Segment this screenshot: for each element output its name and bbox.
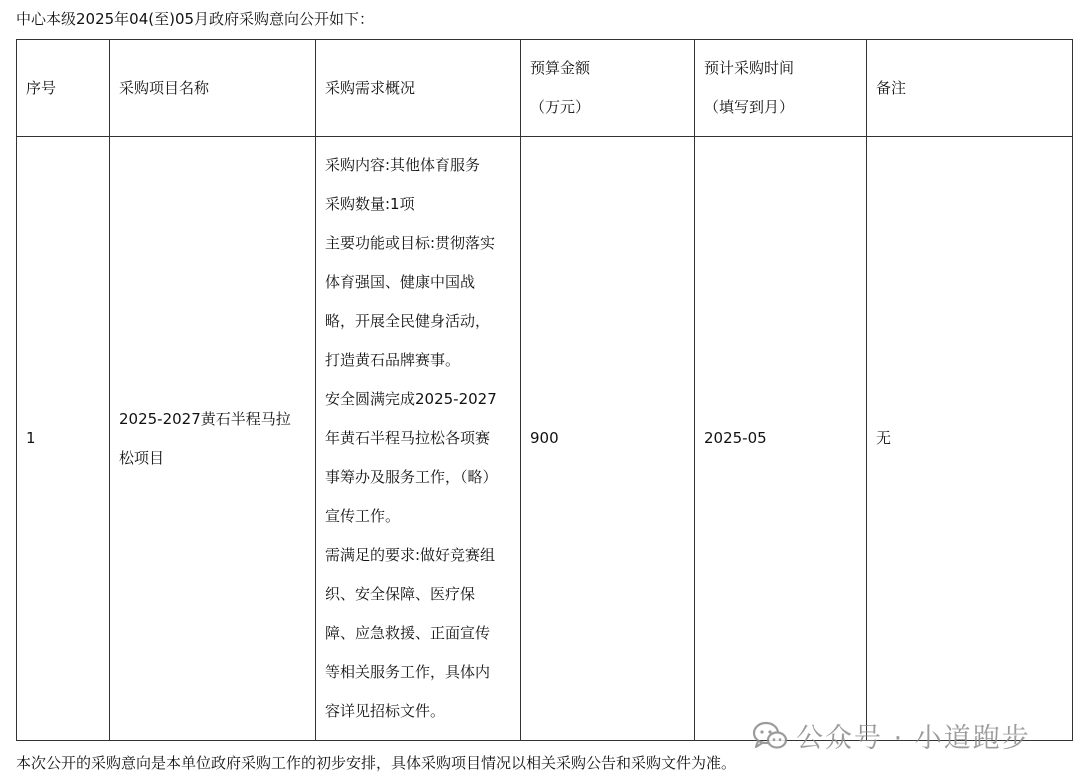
watermark [752, 716, 1031, 755]
header-seq: 序号 [17, 40, 110, 137]
requirement-line: 打造黄石品牌赛事。 [325, 351, 461, 369]
header-budget-title: 预算金额 [530, 59, 591, 77]
watermark-text: 公众号 · 小道跑步 [796, 723, 1031, 754]
footer-note: 本次公开的采购意向是本单位政府采购工作的初步安排，具体采购项目情况以相关采购公告和采购文件为准。 [16, 754, 737, 772]
cell-budget: 900 [521, 137, 695, 741]
requirement-line: 体育强国、健康中国战 [325, 273, 476, 291]
cell-name [110, 137, 316, 741]
header-time-title: 预计采购时间 [704, 59, 795, 77]
cell-seq: 1 [17, 137, 110, 741]
requirement-line: 略，开展全民健身活动， [325, 312, 491, 330]
header-budget-unit: （万元） [530, 98, 591, 116]
requirement-line: 年黄石半程马拉松各项赛 [325, 429, 491, 447]
header-time [695, 40, 867, 137]
requirement-line: 采购数量:1项 [325, 195, 415, 213]
cell-remark: 无 [867, 137, 1073, 741]
requirement-line: 事筹办及服务工作，（略） [325, 468, 498, 486]
requirement-line: 容详见招标文件。 [325, 702, 446, 720]
header-requirement: 采购需求概况 [316, 40, 521, 137]
header-budget [521, 40, 695, 137]
cell-time: 2025-05 [695, 137, 867, 741]
requirement-line: 安全圆满完成2025-2027 [325, 390, 497, 408]
requirement-line: 织、安全保障、医疗保 [325, 585, 476, 603]
requirement-line: 障、应急救援、正面宣传 [325, 624, 491, 642]
header-time-note: （填写到月） [704, 98, 795, 116]
table-header-row [17, 40, 1073, 137]
requirement-line: 等相关服务工作，具体内 [325, 663, 491, 681]
header-remark: 备注 [867, 40, 1073, 137]
table-row [17, 137, 1073, 741]
cell-name-line: 2025-2027黄石半程马拉 [119, 409, 291, 428]
requirement-line: 采购内容:其他体育服务 [325, 156, 481, 174]
wechat-icon [752, 721, 788, 751]
requirement-line: 宣传工作。 [325, 507, 401, 525]
intro-text: 中心本级2025年04(至)05月政府采购意向公开如下： [16, 10, 375, 28]
procurement-table [16, 39, 1073, 741]
requirement-line: 需满足的要求:做好竞赛组 [325, 546, 496, 564]
cell-requirement [316, 137, 521, 741]
cell-name-line: 松项目 [119, 448, 165, 467]
requirement-line: 主要功能或目标:贯彻落实 [325, 234, 496, 252]
header-name: 采购项目名称 [110, 40, 316, 137]
